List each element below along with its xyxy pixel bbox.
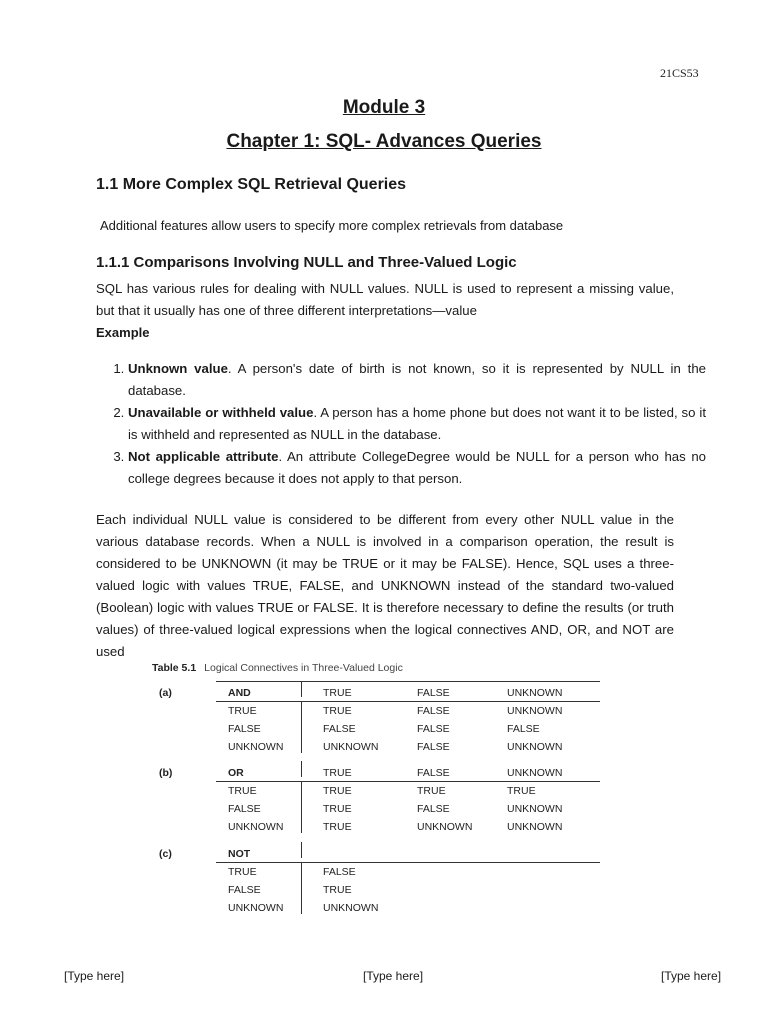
table-header-cell: FALSE xyxy=(417,767,450,779)
list-item-term: Not applicable attribute xyxy=(128,449,279,464)
list-item xyxy=(128,358,706,402)
null-interpretations-list xyxy=(96,358,706,490)
example-label: Example xyxy=(96,325,150,340)
table-caption xyxy=(152,662,403,674)
table-cell: TRUE xyxy=(323,803,352,815)
table-cell: TRUE xyxy=(323,821,352,833)
list-item-term: Unknown value xyxy=(128,361,228,376)
chapter-title: Chapter 1: SQL- Advances Queries xyxy=(226,131,542,152)
table-cell: FALSE xyxy=(417,741,450,753)
table-header-cell: FALSE xyxy=(417,687,450,699)
table-cell: FALSE xyxy=(417,803,450,815)
subsection-heading: 1.1.1 Comparisons Involving NULL and Three-Valued Logic xyxy=(96,254,517,271)
table-header-cell: TRUE xyxy=(323,687,352,699)
table-cell: UNKNOWN xyxy=(228,741,284,753)
footer-center[interactable]: [Type here] xyxy=(363,969,424,983)
part-label: (a) xyxy=(159,687,172,699)
part-label: (c) xyxy=(159,848,172,860)
table-cell: FALSE xyxy=(507,723,540,735)
paragraph-three-valued-logic: Each individual NULL value is considered to be different from every other NULL value in the various database records. When a NULL is involved in a comparison operation, the result is considered to be UNKNOWN (it may be TRUE or it may be FALSE). Hence, SQL uses a three-valued logic with values TRUE, FALSE, and UNKNOWN instead of the standard two-valued (Boolean) logic with values TRUE or FALSE. It is therefore necessary to define the results (or truth values) of three-valued logical expressions when the logical connectives AND, OR, and NOT are used xyxy=(96,512,674,659)
table-header-cell: NOT xyxy=(228,848,251,860)
table-cell: UNKNOWN xyxy=(228,902,284,914)
table-label: Table 5.1 xyxy=(152,662,197,674)
table-cell: FALSE xyxy=(228,723,261,735)
table-cell: FALSE xyxy=(228,884,261,896)
footer-left[interactable]: [Type here] xyxy=(64,969,125,983)
table-cell: FALSE xyxy=(228,803,261,815)
list-item xyxy=(128,402,706,446)
table-cell: TRUE xyxy=(228,785,257,797)
table-cell: FALSE xyxy=(417,705,450,717)
table-caption-text: Logical Connectives in Three-Valued Logic xyxy=(204,662,403,674)
table-cell: UNKNOWN xyxy=(507,741,563,753)
table-cell: FALSE xyxy=(323,723,356,735)
table-cell: TRUE xyxy=(323,785,352,797)
table-header-cell: UNKNOWN xyxy=(507,687,563,699)
table-header-cell: TRUE xyxy=(323,767,352,779)
table-cell: UNKNOWN xyxy=(507,821,563,833)
table-cell: TRUE xyxy=(323,705,352,717)
table-cell: UNKNOWN xyxy=(507,803,563,815)
list-item-term: Unavailable or withheld value xyxy=(128,405,314,420)
table-cell: FALSE xyxy=(323,866,356,878)
table-cell: UNKNOWN xyxy=(228,821,284,833)
list-item-text: . An attribute CollegeDegree would be NULL for a person who has no college degrees because it does not apply to that person. xyxy=(128,449,706,486)
list-item xyxy=(128,446,706,490)
list-item-text: . A person's date of birth is not known, so it is represented by NULL in the database. xyxy=(128,361,706,398)
footer-right[interactable]: [Type here] xyxy=(661,969,722,983)
table-header-cell: OR xyxy=(228,767,244,779)
part-label: (b) xyxy=(159,767,173,779)
list-item-text: . A person has a home phone but does not want it to be listed, so it is withheld and represented as NULL in the database. xyxy=(128,405,706,442)
section-intro: Additional features allow users to specify more complex retrievals from database xyxy=(100,218,564,233)
module-title: Module 3 xyxy=(342,97,426,118)
table-cell: UNKNOWN xyxy=(507,705,563,717)
table-cell: TRUE xyxy=(228,866,257,878)
table-cell: TRUE xyxy=(417,785,446,797)
section-heading: 1.1 More Complex SQL Retrieval Queries xyxy=(96,176,407,193)
table-cell: TRUE xyxy=(228,705,257,717)
table-header-cell: UNKNOWN xyxy=(507,767,563,779)
table-cell: TRUE xyxy=(507,785,536,797)
table-cell: TRUE xyxy=(323,884,352,896)
table-cell: UNKNOWN xyxy=(323,741,379,753)
table-cell: UNKNOWN xyxy=(417,821,473,833)
table-cell: UNKNOWN xyxy=(323,902,379,914)
paragraph-null-rules: SQL has various rules for dealing with NULL values. NULL is used to represent a missing value, but that it usually has one of three different interpretations—value xyxy=(96,281,674,318)
table-header-cell: AND xyxy=(228,687,251,699)
table-cell: FALSE xyxy=(417,723,450,735)
course-code: 21CS53 xyxy=(660,66,699,80)
